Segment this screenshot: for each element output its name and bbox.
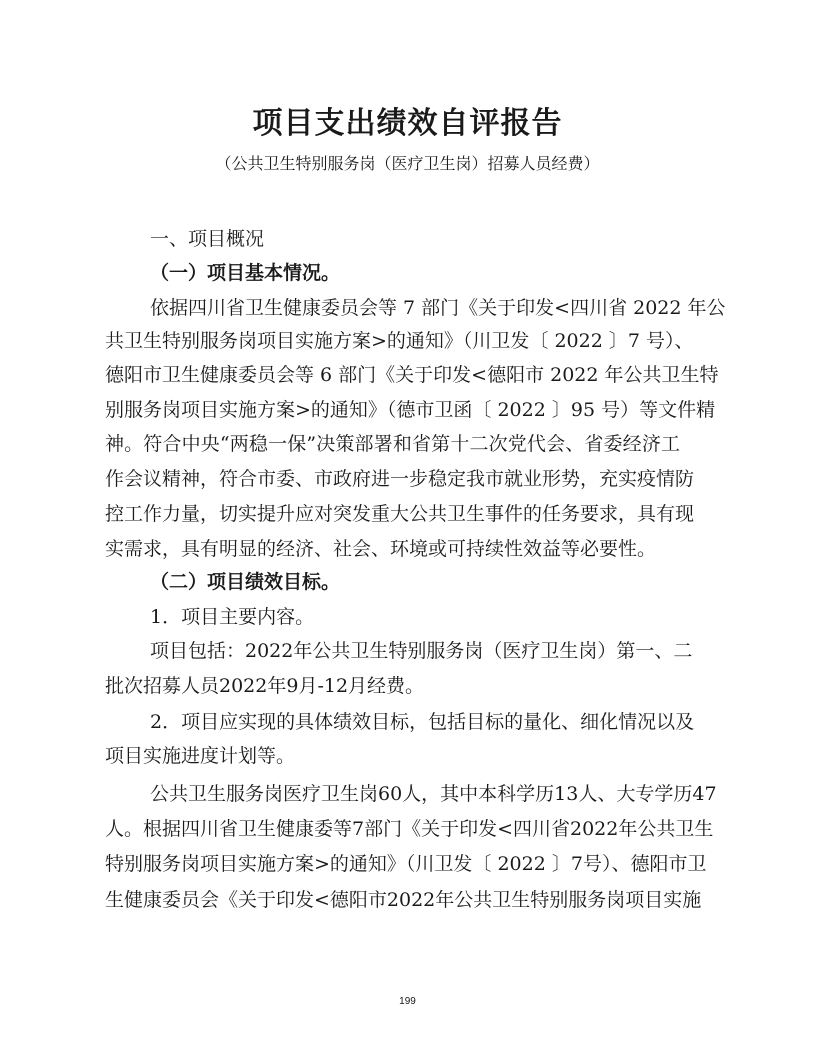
item-2-heading-line: 项目实施进度计划等。 — [105, 745, 296, 767]
paragraph-1-line: 作会议精神，符合市委、市政府进一步稳定我市就业形势，充实疫情防 — [105, 468, 695, 490]
page-number: 199 — [399, 996, 416, 1007]
document-subtitle: （公共卫生特别服务岗（医疗卫生岗）招募人员经费） — [215, 154, 600, 173]
paragraph-1-line: 神。符合中央“两稳一保”决策部署和省第十二次党代会、省委经济工 — [105, 433, 680, 455]
subsection-1-heading: （一）项目基本情况。 — [150, 262, 341, 284]
paragraph-1-line: 共卫生特别服务岗项目实施方案>的通知》（川卫发〔 2022 〕7 号）、 — [105, 330, 694, 352]
paragraph-1-line: 控工作力量，切实提升应对突发重大公共卫生事件的任务要求，具有现 — [105, 503, 695, 525]
paragraph-3-line: 公共卫生服务岗医疗卫生岗60人，其中本科学历13人、大专学历47 — [150, 783, 717, 805]
paragraph-1-line: 德阳市卫生健康委员会等 6 部门《关于印发<德阳市 2022 年公共卫生特 — [105, 364, 719, 386]
subsection-2-heading: （二）项目绩效目标。 — [150, 571, 341, 593]
paragraph-1-line: 别服务岗项目实施方案>的通知》（德市卫函〔 2022 〕95 号）等文件精 — [105, 399, 716, 421]
paragraph-3-line: 生健康委员会《关于印发<德阳市2022年公共卫生特别服务岗项目实施 — [105, 889, 702, 911]
item-2-heading-line: 2．项目应实现的具体绩效目标，包括目标的量化、细化情况以及 — [150, 711, 695, 733]
paragraph-2-line: 批次招募人员2022年9月-12月经费。 — [105, 675, 425, 697]
paragraph-3-line: 特别服务岗项目实施方案>的通知》（川卫发〔 2022 〕7号）、德阳市卫 — [105, 853, 707, 875]
paragraph-2-line: 项目包括：2022年公共卫生特别服务岗（医疗卫生岗）第一、二 — [150, 640, 693, 662]
paragraph-1-line: 实需求，具有明显的经济、社会、环境或可持续性效益等必要性。 — [105, 538, 657, 560]
paragraph-3-line: 人。根据四川省卫生健康委等7部门《关于印发<四川省2022年公共卫生 — [105, 818, 714, 840]
paragraph-1-line: 依据四川省卫生健康委员会等 7 部门《关于印发<四川省 2022 年公 — [150, 297, 726, 319]
document-title: 项目支出绩效自评报告 — [252, 106, 563, 141]
item-1-heading: 1．项目主要内容。 — [150, 606, 315, 628]
section-1-heading: 一、项目概况 — [150, 228, 265, 250]
